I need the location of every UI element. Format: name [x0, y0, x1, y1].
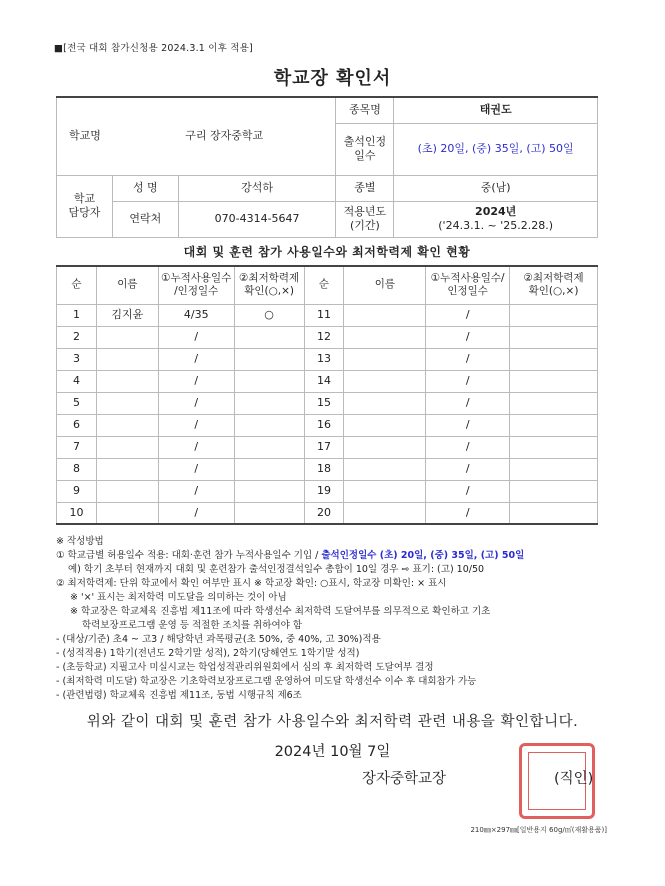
row-check-right — [510, 370, 598, 392]
row-days-right: / — [426, 326, 510, 348]
row-name-left — [96, 458, 158, 480]
table-row — [57, 436, 598, 458]
row-no-right: 14 — [304, 370, 344, 392]
contact-label: 연락처 — [112, 201, 178, 237]
note-3: ※ '×' 표시는 최저학력 미도달을 의미하는 것이 아님 — [70, 592, 287, 603]
instructions — [56, 535, 616, 703]
row-no-right: 18 — [304, 458, 344, 480]
row-name-left — [96, 392, 158, 414]
row-days-right: / — [426, 502, 510, 524]
row-no-right: 17 — [304, 436, 344, 458]
row-days-left: / — [158, 414, 234, 436]
row-days-right: / — [426, 458, 510, 480]
row-check-right — [510, 436, 598, 458]
row-name-right — [344, 458, 426, 480]
row-no-right: 15 — [304, 392, 344, 414]
row-name-left — [96, 436, 158, 458]
row-days-right: / — [426, 414, 510, 436]
row-no-right: 13 — [304, 348, 344, 370]
period-value: ('24.3.1. ~ '25.2.28.) — [438, 219, 554, 232]
table-row — [57, 480, 598, 502]
notes-heading: ※ 작성방법 — [56, 536, 104, 547]
row-no-left: 7 — [57, 436, 97, 458]
roster-subtitle: 대회 및 훈련 참가 사용일수와 최저학력제 확인 현황 — [183, 245, 471, 259]
row-days-left: / — [158, 370, 234, 392]
table-row — [57, 304, 598, 326]
table-row — [57, 458, 598, 480]
header-name: 이름 — [96, 266, 158, 304]
note-5: 학력보장프로그램 운영 등 적절한 조치를 취하여야 함 — [82, 620, 303, 631]
year-cell — [394, 201, 598, 237]
manager-label: 학교 담당자 — [57, 175, 113, 237]
issue-date: 2024년 10월 7일 — [274, 744, 391, 760]
header-days: ①누적사용일수 /인정일수 — [158, 266, 234, 304]
sport-value: 태권도 — [394, 97, 598, 123]
table-row — [57, 414, 598, 436]
roster-header-row — [57, 266, 598, 304]
row-name-right — [344, 348, 426, 370]
row-no-left: 4 — [57, 370, 97, 392]
attendance-label: 출석인정 일수 — [336, 123, 394, 175]
row-check-right — [510, 458, 598, 480]
row-check-right — [510, 414, 598, 436]
row-no-left: 9 — [57, 480, 97, 502]
note-1-text: ① 학교급별 허용일수 적용: 대회·훈련 참가 누적사용일수 기입 / — [56, 550, 322, 561]
table-row — [57, 502, 598, 524]
header-check: ②최저학력제 확인(○,×) — [234, 266, 304, 304]
row-days-left: / — [158, 436, 234, 458]
row-no-right: 19 — [304, 480, 344, 502]
row-check-left — [234, 348, 304, 370]
row-days-right: / — [426, 480, 510, 502]
header-no: 순 — [57, 266, 97, 304]
row-no-left: 10 — [57, 502, 97, 524]
row-name-right — [344, 414, 426, 436]
row-name-right — [344, 326, 426, 348]
note-6: - (대상/기준) 초4 ~ 고3 / 해당학년 과목평균(초 50%, 중 40%, 고 30%)적용 — [56, 634, 381, 645]
note-8: - (초등학교) 지필고사 미실시교는 학업성적관리위원회에서 심의 후 최저학력 도달여부 결정 — [56, 662, 434, 673]
row-days-left: / — [158, 348, 234, 370]
row-name-right — [344, 392, 426, 414]
row-days-right: / — [426, 436, 510, 458]
row-days-left: / — [158, 502, 234, 524]
note-10: - (관련법령) 학교체육 진흥법 제11조, 동법 시행규칙 제6조 — [56, 690, 302, 701]
row-no-right: 12 — [304, 326, 344, 348]
row-days-left: 4/35 — [158, 304, 234, 326]
row-days-left: / — [158, 458, 234, 480]
note-1-highlight: 출석인정일수 (초) 20일, (중) 35일, (고) 50일 — [321, 550, 525, 561]
row-check-right — [510, 502, 598, 524]
row-check-left — [234, 392, 304, 414]
note-2: ② 최저학력제: 단위 학교에서 확인 여부만 표시 ※ 학교장 확인: ○표시, 학교장 미확인: × 표시 — [56, 578, 447, 589]
row-days-left: / — [158, 326, 234, 348]
school-value: 구리 장자중학교 — [185, 129, 264, 143]
row-name-right — [344, 480, 426, 502]
row-no-right: 11 — [304, 304, 344, 326]
header-days-right: ①누적사용일수/ 인정일수 — [426, 266, 510, 304]
table-row — [57, 348, 598, 370]
row-days-right: / — [426, 304, 510, 326]
table-row — [57, 326, 598, 348]
school-info-table — [56, 96, 598, 238]
row-days-right: / — [426, 370, 510, 392]
document-title: 학교장 확인서 — [273, 68, 392, 89]
row-name-left: 김지윤 — [96, 304, 158, 326]
row-name-right — [344, 436, 426, 458]
row-check-left — [234, 370, 304, 392]
row-days-right: / — [426, 392, 510, 414]
note-1-example: 예) 학기 초부터 현재까지 대회 및 훈련참가 출석인정결석일수 총합이 10일 경우 ⇨ 표기: (고) 10/50 — [68, 564, 485, 575]
table-row — [57, 392, 598, 414]
row-name-left — [96, 414, 158, 436]
row-check-right — [510, 392, 598, 414]
header-no-right: 순 — [304, 266, 344, 304]
name-label: 성 명 — [112, 175, 178, 201]
row-check-right — [510, 304, 598, 326]
row-check-left — [234, 414, 304, 436]
seal-label: (직인) — [554, 771, 594, 787]
row-name-left — [96, 348, 158, 370]
note-1 — [56, 549, 616, 563]
paper-spec-note: 210㎜×297㎜[일반용지 60g/㎡(재활용품)] — [470, 826, 607, 834]
header-name-right: 이름 — [344, 266, 426, 304]
row-days-left: / — [158, 480, 234, 502]
row-name-right — [344, 502, 426, 524]
row-check-left — [234, 436, 304, 458]
category-value: 중(남) — [394, 175, 598, 201]
row-no-left: 1 — [57, 304, 97, 326]
row-name-right — [344, 304, 426, 326]
row-no-right: 20 — [304, 502, 344, 524]
row-no-left: 2 — [57, 326, 97, 348]
row-no-left: 8 — [57, 458, 97, 480]
row-no-left: 5 — [57, 392, 97, 414]
school-cell — [57, 97, 336, 175]
row-name-right — [344, 370, 426, 392]
form-type-label: ■[전국 대회 참가신청용 2024.3.1 이후 적용] — [54, 43, 253, 54]
table-row — [57, 370, 598, 392]
year-label: 적용년도 (기간) — [336, 201, 394, 237]
row-no-left: 6 — [57, 414, 97, 436]
row-name-left — [96, 502, 158, 524]
school-label: 학교명 — [69, 129, 101, 143]
row-days-left: / — [158, 392, 234, 414]
header-check-right: ②최저학력제 확인(○,×) — [510, 266, 598, 304]
contact-value: 070-4314-5647 — [178, 201, 336, 237]
row-no-left: 3 — [57, 348, 97, 370]
row-name-left — [96, 480, 158, 502]
confirmation-statement: 위와 같이 대회 및 훈련 참가 사용일수와 최저학력 관련 내용을 확인합니다. — [86, 714, 579, 730]
row-check-right — [510, 348, 598, 370]
row-check-right — [510, 326, 598, 348]
row-name-left — [96, 370, 158, 392]
row-check-left: ○ — [234, 304, 304, 326]
attendance-value: (초) 20일, (중) 35일, (고) 50일 — [394, 123, 598, 175]
row-check-left — [234, 502, 304, 524]
note-9: - (최저학력 미도달) 학교장은 기초학력보장프로그램 운영하여 미도달 학생선수 이수 후 대회참가 가능 — [56, 676, 477, 687]
row-check-left — [234, 326, 304, 348]
note-4: ※ 학교장은 학교체육 진흥법 제11조에 따라 학생선수 최저학력 도달여부를 의무적으로 확인하고 기초 — [70, 606, 491, 617]
sport-label: 종목명 — [336, 97, 394, 123]
row-no-right: 16 — [304, 414, 344, 436]
name-value: 강석하 — [178, 175, 336, 201]
principal-title: 장자중학교장 — [362, 771, 447, 787]
row-days-right: / — [426, 348, 510, 370]
row-check-left — [234, 458, 304, 480]
roster-table — [56, 265, 598, 525]
note-7: - (성적적용) 1학기(전년도 2학기말 성적), 2학기(당해연도 1학기말 성적) — [56, 648, 360, 659]
row-name-left — [96, 326, 158, 348]
row-check-right — [510, 480, 598, 502]
row-check-left — [234, 480, 304, 502]
category-label: 종별 — [336, 175, 394, 201]
year-value: 2024년 — [475, 204, 517, 218]
